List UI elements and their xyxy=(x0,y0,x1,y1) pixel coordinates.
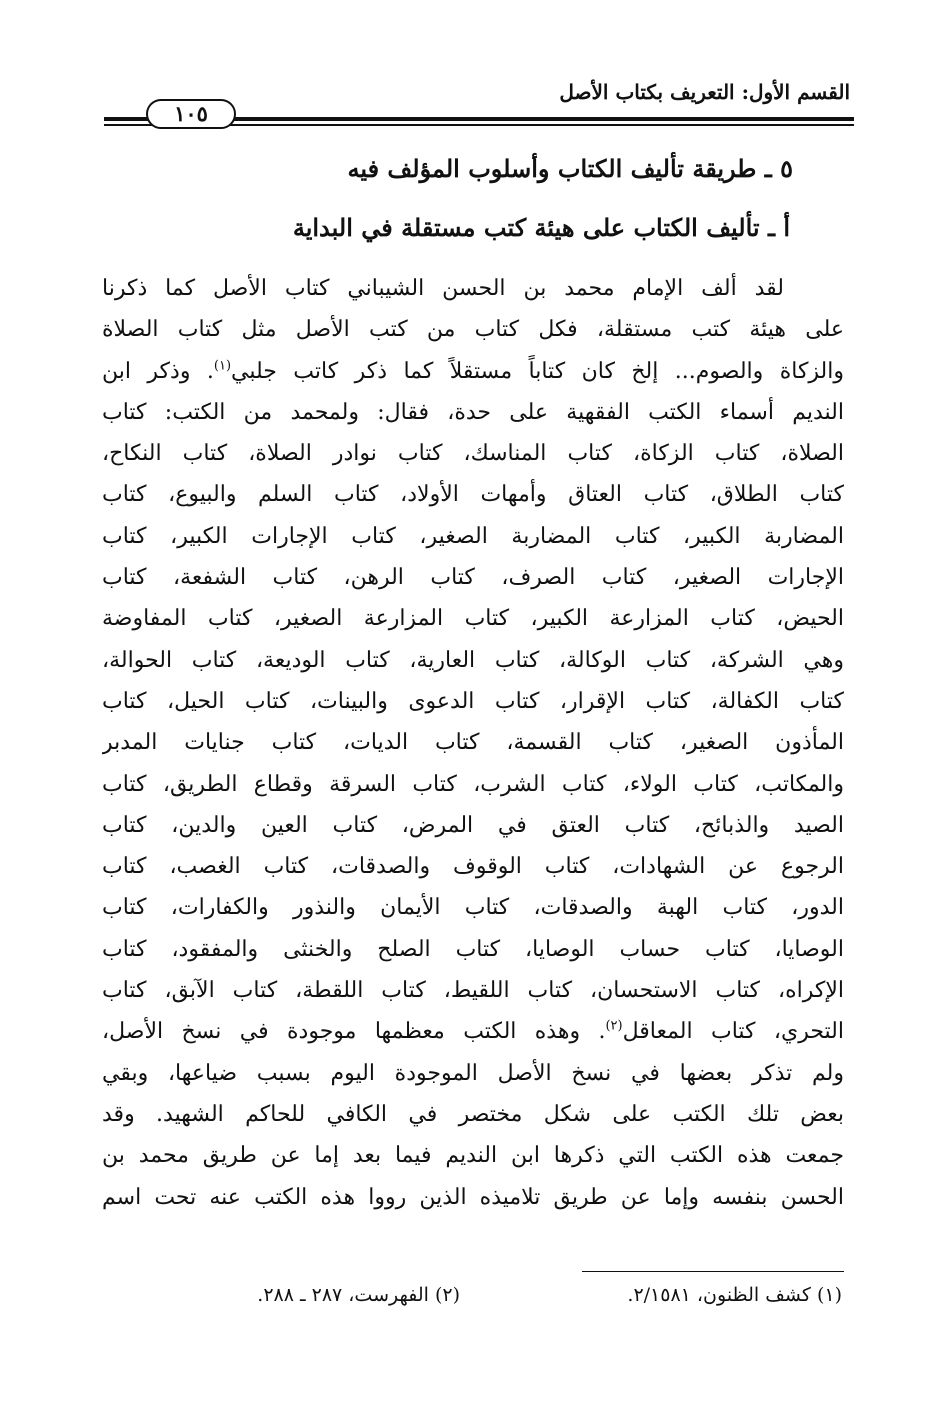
text-line xyxy=(102,1011,844,1052)
text-line: النديم أسماء الكتب الفقهية على حدة، فقال: ولمحمد من الكتب: كتاب xyxy=(102,399,844,425)
text-line: الرجوع عن الشهادات، كتاب الوقوف والصدقات، كتاب الغصب، كتاب xyxy=(102,854,844,880)
page-number: ١٠٥ xyxy=(146,99,236,129)
section-heading: ٥ ـ طريقة تأليف الكتاب وأسلوب المؤلف فيه xyxy=(347,154,793,183)
running-title: القسم الأول: التعريف بكتاب الأصل xyxy=(559,80,850,104)
text-line: الإكراه، كتاب الاستحسان، كتاب اللقيط، كتاب اللقطة، كتاب الآبق، كتاب xyxy=(102,978,844,1004)
subsection-heading: أ ـ تأليف الكتاب على هيئة كتب مستقلة في البداية xyxy=(292,213,790,242)
text-line: الصيد والذبائح، كتاب العتق في المرض، كتاب العين والدين، كتاب xyxy=(102,812,844,838)
footnote-1: (١) كشف الظنون، ٢/١٥٨١. xyxy=(627,1284,842,1306)
text-line: على هيئة كتب مستقلة، فكل كتاب من كتب الأصل مثل كتاب الصلاة xyxy=(102,317,844,343)
text-line-start: والزكاة والصوم... إلخ كان كتاباً مستقلاً كما ذكر كاتب جلبي xyxy=(231,358,844,384)
text-line: كتاب الكفالة، كتاب الإقرار، كتاب الدعوى والبينات، كتاب الحيل، كتاب xyxy=(102,688,844,714)
text-line: جمعت هذه الكتب التي ذكرها ابن النديم فيما بعد إما عن طريق محمد بن xyxy=(102,1143,844,1169)
text-line: والمكاتب، كتاب الولاء، كتاب الشرب، كتاب السرقة وقطاع الطريق، كتاب xyxy=(102,771,844,797)
text-line: وهي الشركة، كتاب الوكالة، كتاب العارية، كتاب الوديعة، كتاب الحوالة، xyxy=(102,647,844,673)
text-line: الحسن بنفسه وإما عن طريق تلاميذه الذين رووا هذه الكتب عنه تحت اسم xyxy=(102,1184,844,1210)
text-line: الإجارات الصغير، كتاب الصرف، كتاب الرهن، كتاب الشفعة، كتاب xyxy=(102,565,844,591)
text-line: الحيض، كتاب المزارعة الكبير، كتاب المزارعة الصغير، كتاب المفاوضة xyxy=(102,606,844,632)
text-line: الوصايا، كتاب حساب الوصايا، كتاب الصلح والخنثى والمفقود، كتاب xyxy=(102,936,844,962)
text-line-end: . وهذه الكتب معظمها موجودة في نسخ الأصل، xyxy=(102,1019,606,1045)
text-line-end: . وذكر ابن xyxy=(102,358,214,384)
text-line: لقد ألف الإمام محمد بن الحسن الشيباني كتاب الأصل كما ذكرنا xyxy=(102,276,784,301)
text-line: المضاربة الكبير، كتاب المضاربة الصغير، كتاب الإجارات الكبير، كتاب xyxy=(102,523,844,549)
text-line: ولم تذكر بعضها في نسخ الأصل الموجودة اليوم بسبب ضياعها، وبقي xyxy=(102,1060,844,1086)
text-line: المأذون الصغير، كتاب القسمة، كتاب الديات، كتاب جنايات المدبر xyxy=(102,730,844,756)
text-line: بعض تلك الكتب على شكل مختصر في الكافي للحاكم الشهيد. وقد xyxy=(102,1101,844,1127)
text-line: كتاب الطلاق، كتاب العتاق وأمهات الأولاد، كتاب السلم والبيوع، كتاب xyxy=(102,482,844,508)
body-paragraph xyxy=(102,268,844,1218)
text-line xyxy=(102,351,844,392)
text-line: الدور، كتاب الهبة والصدقات، كتاب الأيمان والنذور والكفارات، كتاب xyxy=(102,895,844,921)
footnote-separator xyxy=(582,1271,844,1272)
footnote-ref-1: (١) xyxy=(213,358,232,374)
footnote-ref-2: (٢) xyxy=(605,1019,623,1035)
footnote-2: (٢) الفهرست، ٢٨٧ ـ ٢٨٨. xyxy=(257,1284,460,1306)
text-line: الصلاة، كتاب الزكاة، كتاب المناسك، كتاب نوادر الصلاة، كتاب النكاح، xyxy=(102,441,844,467)
text-line-start: التحري، كتاب المعاقل xyxy=(622,1019,844,1045)
